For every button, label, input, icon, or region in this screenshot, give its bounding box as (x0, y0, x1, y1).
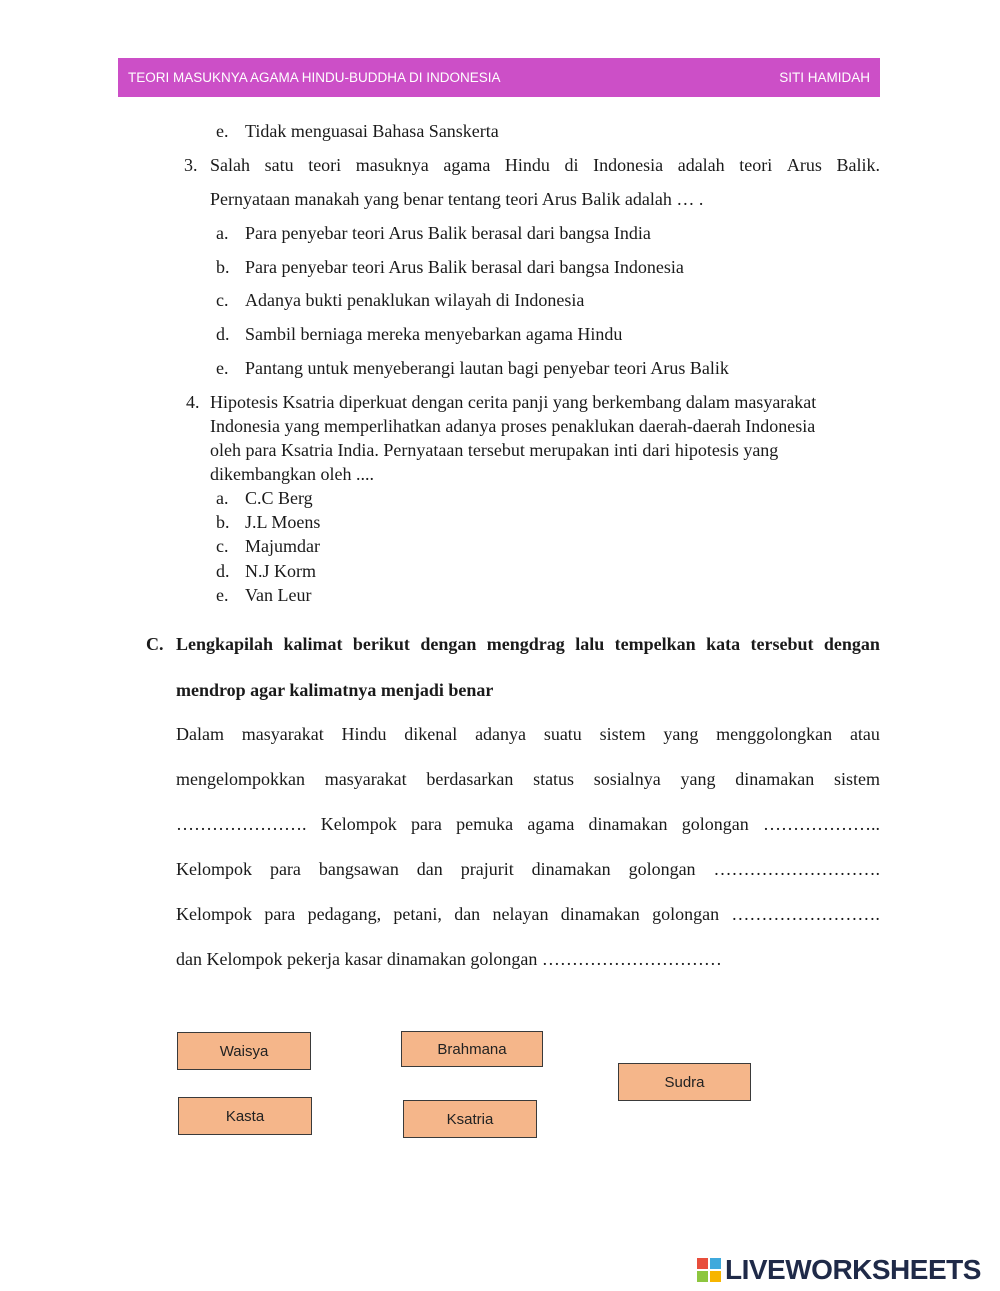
paragraph-word: berdasarkan (426, 769, 514, 789)
instruction-word: kata (706, 634, 741, 654)
instruction-word: kalimat (283, 634, 343, 654)
paragraph-word: yang (663, 724, 699, 744)
paragraph-word: nelayan (492, 904, 549, 924)
paragraph-word: para (264, 904, 296, 924)
paragraph-word: dinamakan (735, 769, 815, 789)
option-text: J.L Moens (245, 512, 321, 532)
paragraph-word: Dalam (176, 724, 224, 744)
paragraph-word: dan (454, 904, 481, 924)
paragraph-word: ……………….. (762, 814, 880, 834)
paragraph-word: pemuka (456, 814, 514, 834)
option-letter: e. (216, 121, 229, 141)
question-3-word: Indonesia (593, 155, 664, 175)
question-number: 3. (184, 155, 198, 175)
option-letter: a. (216, 488, 229, 508)
paragraph-word: masyarakat (324, 769, 407, 789)
logo-text: LIVEWORKSHEETS (725, 1254, 981, 1285)
section-c-instruction-line-1 (176, 633, 880, 655)
question-3-word: adalah (677, 155, 725, 175)
option-letter: a. (216, 223, 229, 243)
paragraph-word: bangsawan (318, 859, 399, 879)
instruction-word: dengan (420, 634, 477, 654)
paragraph-word: para (410, 814, 442, 834)
question-3-word: Hindu (504, 155, 550, 175)
paragraph-word: menggolongkan (716, 724, 833, 744)
logo-blocks-icon (697, 1258, 721, 1282)
option-text: C.C Berg (245, 488, 313, 508)
instruction-word: berikut (352, 634, 410, 654)
question-4-line: Hipotesis Ksatria diperkuat dengan cerita panji yang berkembang dalam masyarakat (210, 392, 817, 412)
instruction-word: Lengkapilah (176, 634, 274, 654)
paragraph-word: golongan (681, 814, 749, 834)
paragraph-word: dikenal (404, 724, 458, 744)
paragraph-word: dinamakan (531, 859, 611, 879)
paragraph-word: masyarakat (241, 724, 324, 744)
chip-ksatria[interactable]: Ksatria (403, 1100, 537, 1138)
paragraph-word: mengelompokkan (176, 769, 305, 789)
option-letter: d. (216, 324, 230, 344)
option-text: Para penyebar teori Arus Balik berasal dari bangsa India (245, 223, 651, 243)
question-4-line: dikembangkan oleh .... (210, 464, 374, 484)
option-letter: e. (216, 585, 229, 605)
option-text: Adanya bukti penaklukan wilayah di Indonesia (245, 290, 585, 310)
paragraph-line (176, 903, 880, 925)
option-letter: b. (216, 257, 230, 277)
question-3-word: teori (739, 155, 773, 175)
liveworksheets-logo (697, 1254, 981, 1286)
paragraph-word: suatu (543, 724, 582, 744)
question-3-word: Salah (210, 155, 250, 175)
paragraph-word: atau (849, 724, 880, 744)
paragraph-line (176, 858, 880, 880)
question-3-word: teori (308, 155, 342, 175)
paragraph-word: adanya (475, 724, 527, 744)
option-letter: c. (216, 536, 229, 556)
paragraph-line (176, 813, 880, 835)
question-3-line-1 (210, 154, 880, 176)
paragraph-line (176, 768, 880, 790)
chip-kasta[interactable]: Kasta (178, 1097, 312, 1135)
option-letter: c. (216, 290, 229, 310)
paragraph-word: Hindu (341, 724, 387, 744)
paragraph-word: status (533, 769, 575, 789)
header-bar (118, 58, 880, 97)
paragraph-word: petani, (393, 904, 442, 924)
option-letter: b. (216, 512, 230, 532)
paragraph-line (176, 723, 880, 745)
option-text: Sambil berniaga mereka menyebarkan agama Hindu (245, 324, 623, 344)
paragraph-word: golongan (628, 859, 696, 879)
paragraph-word: Kelompok (176, 859, 252, 879)
paragraph-word: prajurit (460, 859, 514, 879)
paragraph-word: golongan (652, 904, 720, 924)
option-text: Para penyebar teori Arus Balik berasal dari bangsa Indonesia (245, 257, 684, 277)
instruction-word: tersebut (750, 634, 814, 654)
paragraph-word: yang (680, 769, 716, 789)
instruction-word: mengdrag (486, 634, 565, 654)
paragraph-word: para (269, 859, 301, 879)
section-letter: C. (146, 634, 164, 654)
header-title: TEORI MASUKNYA AGAMA HINDU-BUDDHA DI INDONESIA (128, 70, 501, 85)
chip-sudra[interactable]: Sudra (618, 1063, 751, 1101)
chip-brahmana[interactable]: Brahmana (401, 1031, 543, 1067)
header-author: SITI HAMIDAH (779, 70, 870, 85)
question-3-word: di (564, 155, 579, 175)
section-c-instruction-line-2: mendrop agar kalimatnya menjadi benar (176, 680, 494, 700)
question-3-line-2: Pernyataan manakah yang benar tentang teori Arus Balik adalah … . (210, 189, 704, 209)
question-3-word: Arus (786, 155, 822, 175)
option-text: Tidak menguasai Bahasa Sanskerta (245, 121, 499, 141)
question-3-word: satu (264, 155, 294, 175)
option-text: Majumdar (245, 536, 320, 556)
option-text: N.J Korm (245, 561, 316, 581)
paragraph-line: dan Kelompok pekerja kasar dinamakan golongan ………………………… (176, 949, 722, 969)
question-number: 4. (186, 392, 200, 412)
chip-waisya[interactable]: Waisya (177, 1032, 311, 1070)
option-letter: e. (216, 358, 229, 378)
paragraph-word: sosialnya (593, 769, 661, 789)
paragraph-word: dinamakan (588, 814, 668, 834)
instruction-word: dengan (823, 634, 880, 654)
paragraph-word: dinamakan (560, 904, 640, 924)
option-text: Pantang untuk menyeberangi lautan bagi penyebar teori Arus Balik (245, 358, 729, 378)
paragraph-word: dan (416, 859, 443, 879)
instruction-word: tempelkan (614, 634, 696, 654)
paragraph-word: ……………………. (731, 904, 880, 924)
question-4-line: Indonesia yang memperlihatkan adanya proses penaklukan daerah-daerah Indonesia (210, 416, 816, 436)
question-4-line: oleh para Ksatria India. Pernyataan tersebut merupakan inti dari hipotesis yang (210, 440, 779, 460)
question-3-word: Balik. (836, 155, 880, 175)
paragraph-word: sistem (599, 724, 646, 744)
paragraph-word: sistem (833, 769, 880, 789)
paragraph-word: Kelompok (320, 814, 397, 834)
paragraph-word: Kelompok (176, 904, 252, 924)
paragraph-word: pedagang, (307, 904, 382, 924)
question-3-word: agama (443, 155, 491, 175)
paragraph-word: …………………. (176, 814, 307, 834)
question-3-word: masuknya (355, 155, 429, 175)
paragraph-word: ………………………. (713, 859, 880, 879)
option-text: Van Leur (245, 585, 312, 605)
instruction-word: lalu (575, 634, 605, 654)
option-letter: d. (216, 561, 230, 581)
paragraph-word: agama (527, 814, 575, 834)
